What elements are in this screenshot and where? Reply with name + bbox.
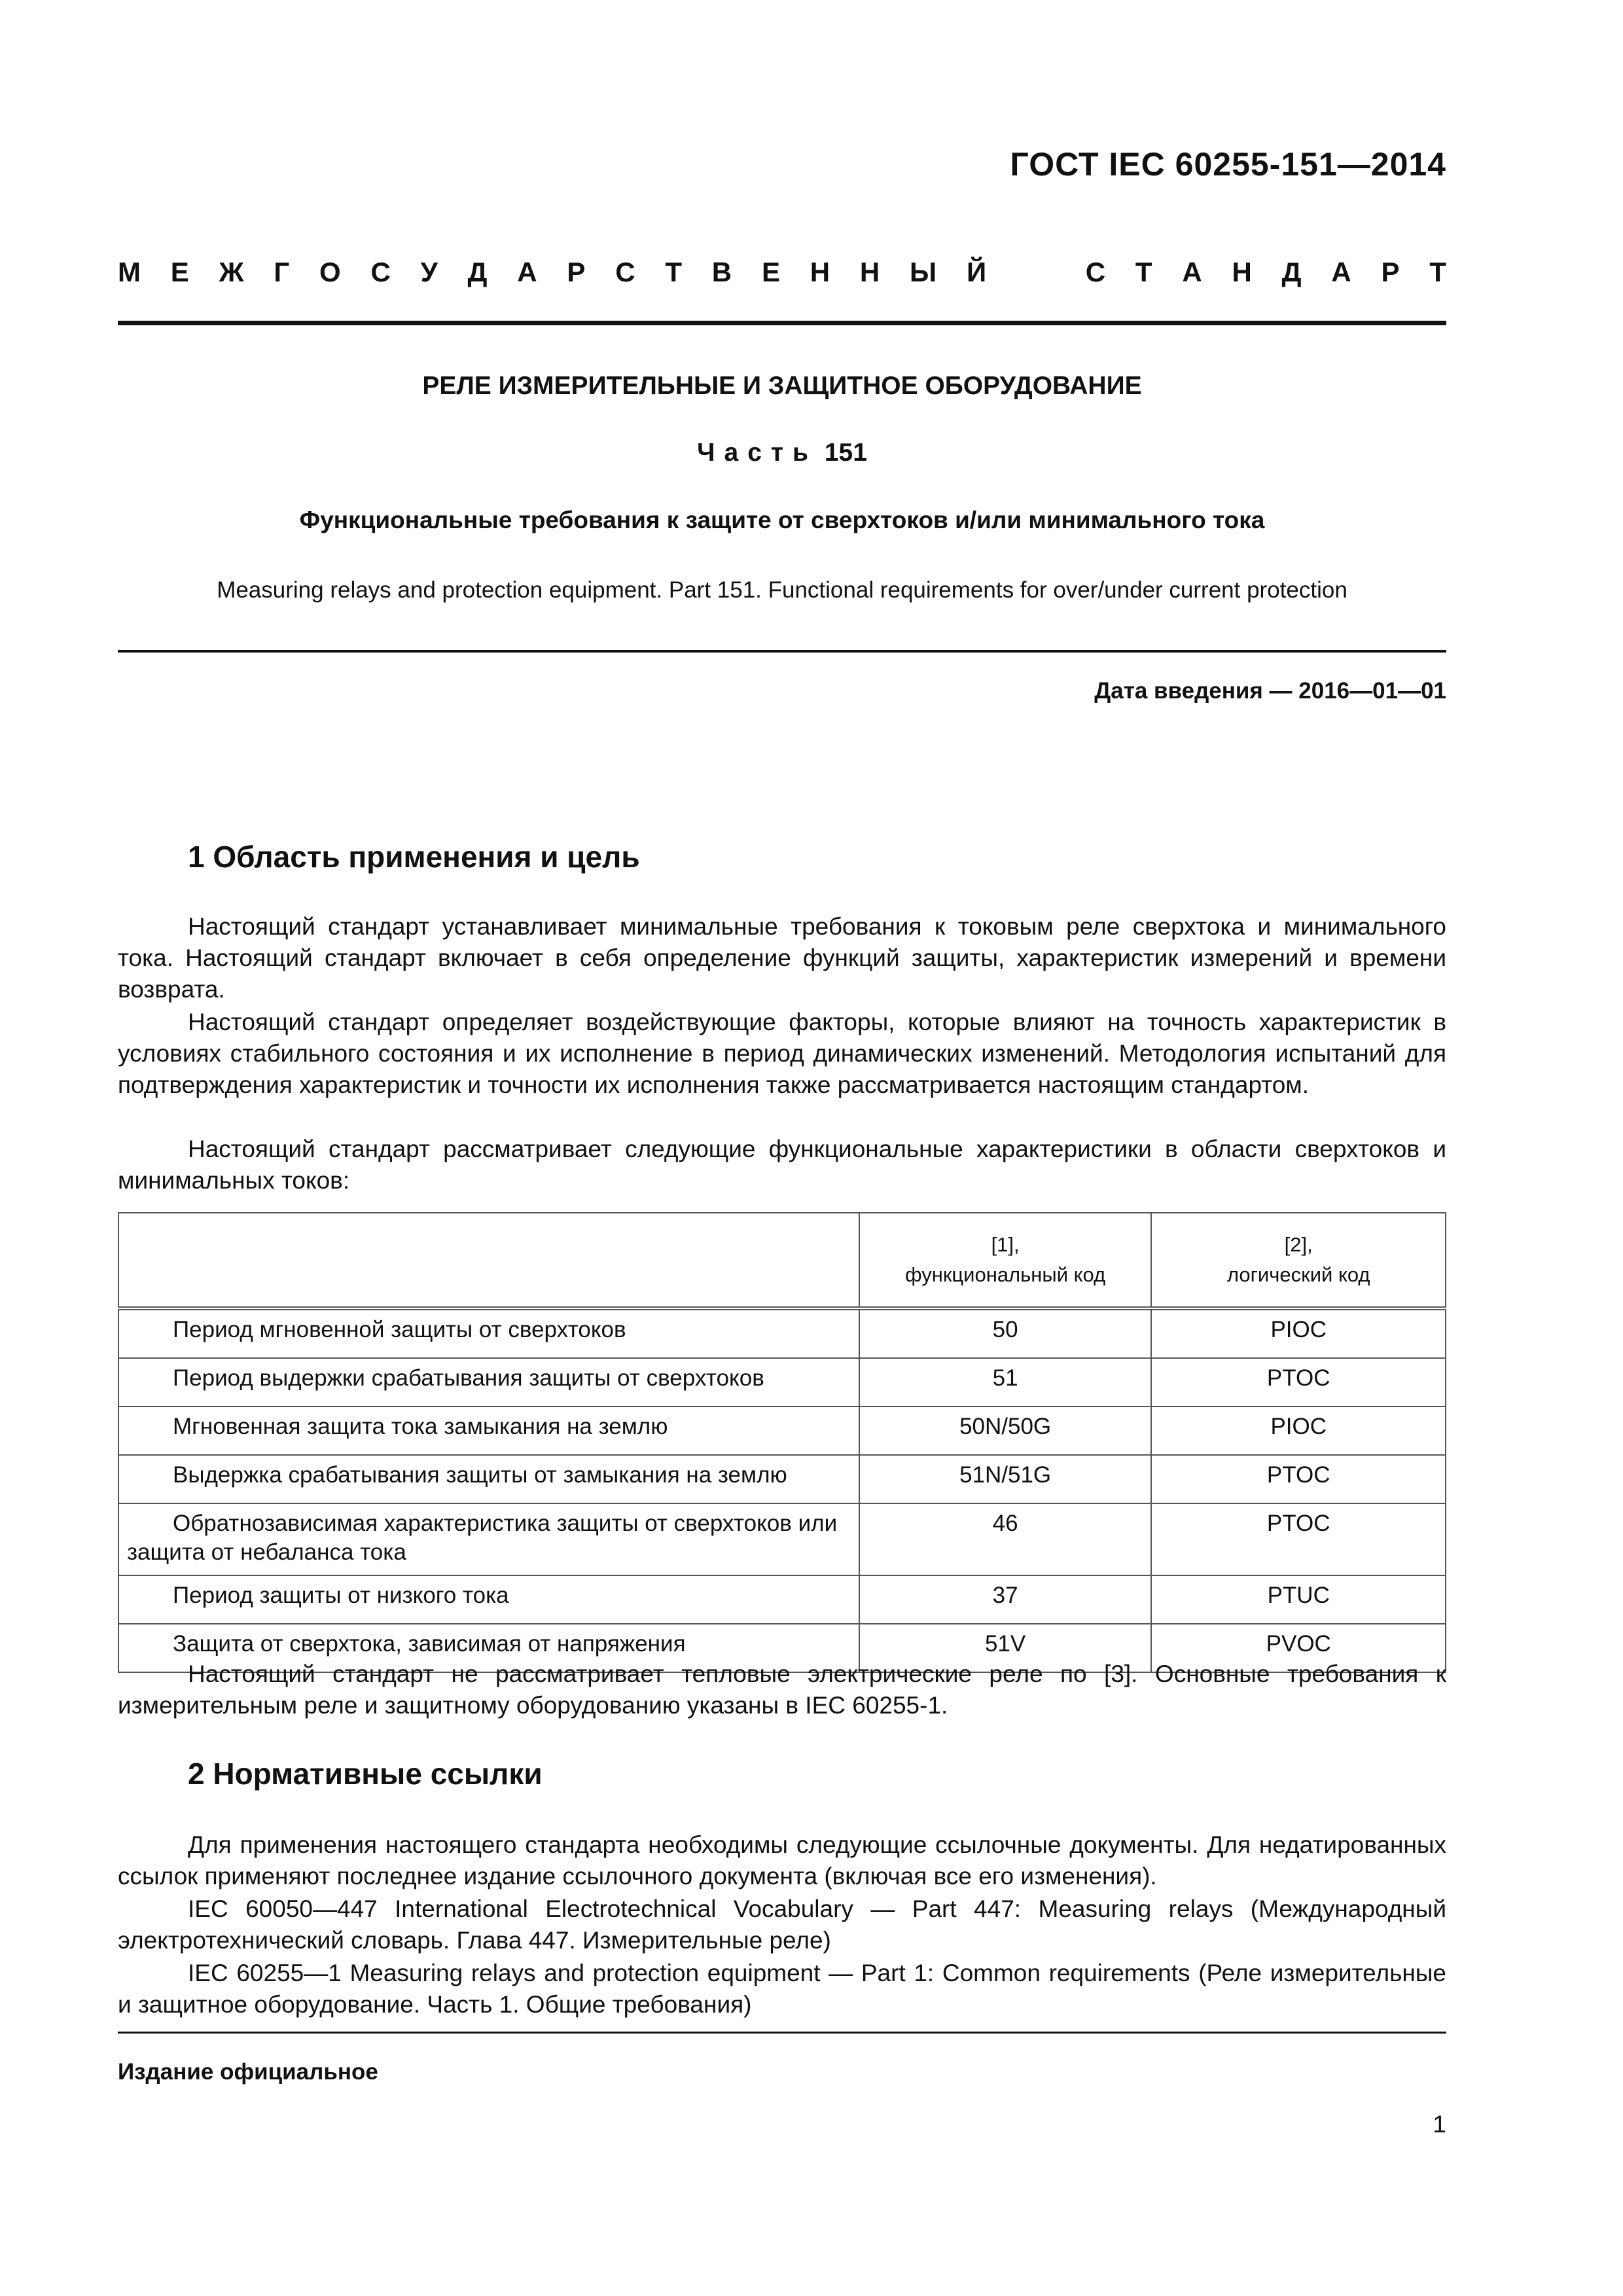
english-title: Measuring relays and protection equipment. Part 151. Functional requirements for over/under current protection [217, 577, 1347, 603]
heading-letter: Г [274, 257, 290, 287]
logical-code: PTUC [1151, 1575, 1446, 1624]
logical-code: PVOC [1151, 1624, 1446, 1672]
logical-code: PIOC [1151, 1308, 1446, 1358]
function-name: Мгновенная защита тока замыкания на землю [118, 1407, 859, 1455]
heading-letter: Ж [219, 257, 244, 287]
functional-code: 51N/51G [859, 1455, 1152, 1503]
table-row [118, 1308, 1446, 1358]
heading-letter: Й [966, 257, 987, 287]
document-subtitle: Функциональные требования к защите от сверхтоков и/или минимального тока [299, 507, 1265, 533]
function-name: Период защиты от низкого тока [118, 1575, 859, 1624]
heading-letter: Д [1281, 257, 1302, 287]
section-1-paragraph-3: Настоящий стандарт рассматривает следующие функциональные характеристики в области сверхтоков и минимальных токов: [118, 1136, 1446, 1194]
document-page [118, 0, 1446, 2296]
heading-letter: А [1182, 257, 1202, 287]
heading-letter: Е [761, 257, 780, 287]
functional-code: 46 [859, 1503, 1152, 1575]
title-divider [118, 650, 1446, 653]
footer-divider [118, 2032, 1446, 2034]
heading-letter: О [319, 257, 341, 287]
section-2-paragraph-1: Для применения настоящего стандарта необходимы следующие ссылочные документы. Для недатированных ссылок применяют последнее издание ссылочного документа (включая все его изменения). [118, 1831, 1446, 1890]
introduction-date: Дата введения — 2016—01—01 [1094, 678, 1446, 704]
part-number: 151 [824, 439, 867, 467]
heading-letter: С [615, 257, 635, 287]
heading-letter: Ы [910, 257, 937, 287]
heading-letter: Т [1135, 257, 1152, 287]
heading-letter: С [1085, 257, 1106, 287]
heading-letter: Н [859, 257, 880, 287]
section-1-title: 1 Область применения и цель [188, 840, 640, 874]
heading-letter: Е [170, 257, 189, 287]
heading-letter: М [118, 257, 141, 287]
table-row [118, 1503, 1446, 1575]
table-header-functional-code [859, 1213, 1152, 1308]
functional-code: 37 [859, 1575, 1152, 1624]
heading-letter: У [420, 257, 438, 287]
document-title: РЕЛЕ ИЗМЕРИТЕЛЬНЫЕ И ЗАЩИТНОЕ ОБОРУДОВАНИЕ [422, 372, 1142, 400]
document-number: ГОСТ IEC 60255-151—2014 [1010, 146, 1446, 183]
part-label [118, 439, 1446, 467]
function-codes-table [118, 1212, 1446, 1673]
function-name: Выдержка срабатывания защиты от замыкания на землю [118, 1455, 859, 1503]
heading-letter: А [517, 257, 537, 287]
function-name: Период выдержки срабатывания защиты от сверхтоков [118, 1358, 859, 1407]
functional-code: 51V [859, 1624, 1152, 1672]
function-name: Период мгновенной защиты от сверхтоков [118, 1308, 859, 1358]
logical-code: PTOC [1151, 1455, 1446, 1503]
logical-code: PTOC [1151, 1358, 1446, 1407]
heading-letter: Р [567, 257, 586, 287]
page-number: 1 [1433, 2111, 1446, 2138]
section-2-reference-iec-60050: IEC 60050—447 International Electrotechnical Vocabulary — Part 447: Measuring relays (Международный электротехнический словарь. Глава 447. Измерительные реле) [118, 1895, 1446, 1954]
header-functional-code-label: функциональный код [905, 1263, 1106, 1286]
functional-code: 50 [859, 1308, 1152, 1358]
table-header-function [118, 1213, 859, 1308]
heading-word-gap [1016, 257, 1056, 288]
part-word: Часть [697, 439, 817, 467]
heading-letter: Н [810, 257, 830, 287]
section-2-reference-iec-60255: IEC 60255—1 Measuring relays and protection equipment — Part 1: Common requirements (Реле измерительные и защитное оборудование. Часть 1. Общие требования) [118, 1960, 1446, 2018]
heading-letter: А [1331, 257, 1351, 287]
heading-letter: С [370, 257, 391, 287]
table-header-logical-code [1151, 1213, 1446, 1308]
heading-letter: Т [665, 257, 682, 287]
functional-code: 50N/50G [859, 1407, 1152, 1455]
heading-letter: Н [1232, 257, 1252, 287]
section-1-paragraph-4: Настоящий стандарт не рассматривает тепловые электрические реле по [3]. Основные требования к измерительным реле и защитному оборудованию указаны в IEC 60255-1. [118, 1660, 1446, 1719]
table-row [118, 1455, 1446, 1503]
interstate-standard-heading [118, 257, 1446, 288]
heading-letter: Д [467, 257, 488, 287]
heading-letter: В [711, 257, 732, 287]
table-row [118, 1575, 1446, 1624]
header-ref-2: [2], [1284, 1233, 1313, 1256]
function-name: Защита от сверхтока, зависимая от напряжения [118, 1624, 859, 1672]
logical-code: PTOC [1151, 1503, 1446, 1575]
header-logical-code-label: логический код [1226, 1263, 1370, 1286]
heading-letter: Р [1381, 257, 1400, 287]
table-row [118, 1407, 1446, 1455]
section-1-paragraph-2: Настоящий стандарт определяет воздействующие факторы, которые влияют на точность характеристик в условиях стабильного состояния и их исполнение в период динамических изменений. Методология испытаний для подтверждения характеристик и точности их исполнения также рассматривается настоящим стандартом. [118, 1009, 1446, 1098]
logical-code: PIOC [1151, 1407, 1446, 1455]
heading-divider [118, 321, 1446, 325]
functional-code: 51 [859, 1358, 1152, 1407]
table-row [118, 1358, 1446, 1407]
table-header-row [118, 1213, 1446, 1308]
official-edition-note: Издание официальное [118, 2059, 378, 2085]
heading-letter: Т [1429, 257, 1446, 287]
section-2-title: 2 Нормативные ссылки [188, 1757, 543, 1791]
header-ref-1: [1], [991, 1233, 1020, 1256]
function-name: Обратнозависимая характеристика защиты от сверхтоков или защита от небаланса тока [118, 1503, 859, 1575]
section-1-paragraph-1: Настоящий стандарт устанавливает минимальные требования к токовым реле сверхтока и минимального тока. Настоящий стандарт включает в себя определение функций защиты, характеристик измерений и времени возврата. [118, 913, 1446, 1003]
